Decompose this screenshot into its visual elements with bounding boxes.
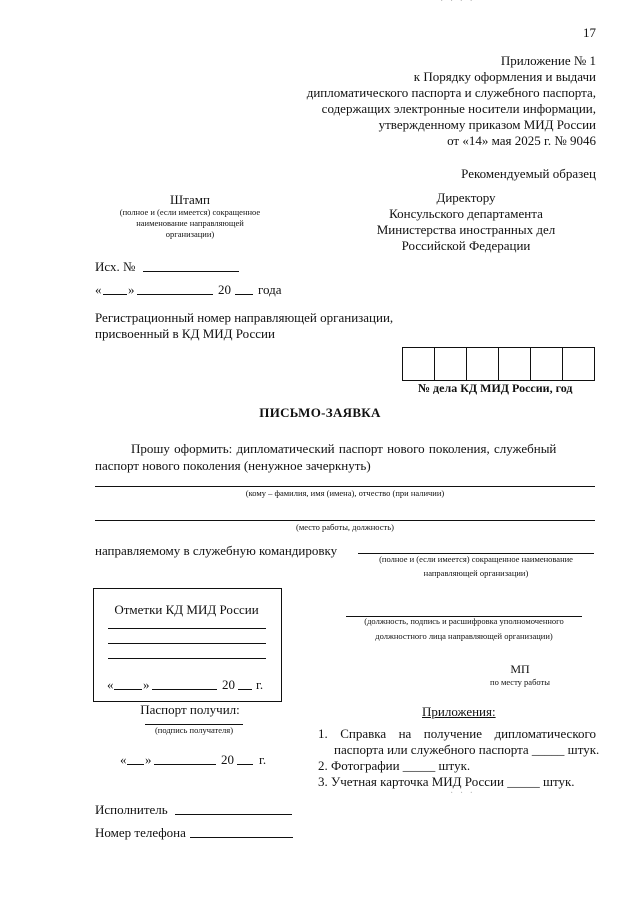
case-number-cell[interactable] [434, 347, 466, 381]
phone-label: Номер телефона [95, 825, 186, 840]
stamp-note-line: наименование направляющей [136, 218, 244, 228]
received-label: Паспорт получил: [140, 702, 240, 717]
scan-artifact: · · · · [440, 0, 475, 7]
received-date-close: » [145, 752, 152, 767]
case-number-cell[interactable] [466, 347, 498, 381]
person-name-field[interactable] [95, 486, 595, 487]
marks-line[interactable] [108, 628, 266, 629]
outgoing-year-prefix: 20 [218, 282, 231, 297]
annex-line: дипломатического паспорта и служебного паспорта, [306, 85, 596, 100]
workplace-field[interactable] [95, 520, 595, 521]
request-line-1: Прошу оформить: дипломатический паспорт нового поколения, служебный [131, 441, 557, 456]
seal-note: по месту работы [490, 677, 550, 687]
attachment-item-1 [318, 726, 596, 742]
reg-number-label [95, 310, 393, 342]
trip-caption-line: (полное и (если имеется) сокращенное наименование [379, 554, 573, 564]
outgoing-date-open: « [95, 282, 102, 297]
addressee-line: Директору [436, 190, 496, 205]
outgoing-date-close: » [128, 282, 135, 297]
signatory-caption-line: должностного лица направляющей организации) [375, 631, 553, 641]
request-line-2: паспорт нового поколения (ненужное зачеркнуть) [95, 458, 371, 473]
stamp-note [90, 207, 290, 240]
received-year-prefix: 20 [221, 752, 234, 767]
received-month-field[interactable] [154, 764, 216, 765]
attachments-title: Приложения: [422, 704, 496, 719]
marks-year-suffix: г. [256, 677, 264, 692]
stamp-title: Штамп [170, 192, 210, 207]
signatory-caption [346, 616, 582, 642]
signatory-caption-line: (должность, подпись и расшифровка уполномоченного [364, 616, 564, 626]
scan-artifact: · · · [450, 788, 475, 799]
marks-box-title: Отметки КД МИД России [114, 602, 259, 617]
document-heading: ПИСЬМО-ЗАЯВКА [259, 405, 381, 420]
executor-field[interactable] [175, 814, 292, 815]
annex-line: утвержденному приказом МИД России [378, 117, 596, 132]
attachment-item-1-cont: паспорта или служебного паспорта _____ штук. [334, 742, 600, 757]
marks-year-field[interactable] [238, 689, 252, 690]
marks-day-field[interactable] [114, 689, 142, 690]
seal-label: МП [510, 662, 530, 676]
executor-label: Исполнитель [95, 802, 168, 817]
stamp-note-line: организации) [165, 229, 215, 239]
case-number-cell[interactable] [562, 347, 595, 381]
received-day-field[interactable] [127, 764, 144, 765]
reg-number-line: Регистрационный номер направляющей организации, [95, 310, 394, 325]
addressee-block [356, 190, 576, 254]
case-number-cell[interactable] [402, 347, 434, 381]
received-year-field[interactable] [237, 764, 253, 765]
case-number-caption: № дела КД МИД России, год [418, 381, 573, 395]
attachment-item-2: 2. Фотографии _____ штук. [318, 758, 471, 773]
reg-number-line: присвоенный в КД МИД России [95, 326, 275, 341]
addressee-line: Российской Федерации [401, 238, 531, 253]
trip-caption-line: направляющей организации) [423, 568, 529, 578]
outgoing-month-field[interactable] [137, 294, 213, 295]
annex-title: Приложение № 1 [500, 53, 596, 68]
attachment-item-3: 3. Учетная карточка МИД России _____ штук. [318, 774, 575, 789]
marks-date-close: » [143, 677, 150, 692]
stamp-note-line: (полное и (если имеется) сокращенное [119, 207, 261, 217]
page-number: 17 [583, 25, 596, 40]
case-number-grid [402, 347, 595, 381]
marks-month-field[interactable] [152, 689, 217, 690]
outgoing-day-field[interactable] [103, 294, 127, 295]
marks-line[interactable] [108, 658, 266, 659]
recipient-signature-caption: (подпись получателя) [154, 725, 234, 735]
outgoing-number-field[interactable] [143, 271, 239, 272]
annex-block [280, 53, 596, 149]
outgoing-label: Исх. № [95, 259, 136, 274]
case-number-cell[interactable] [530, 347, 562, 381]
case-number-cell[interactable] [498, 347, 530, 381]
workplace-caption: (место работы, должность) [296, 522, 394, 532]
annex-line: от «14» мая 2025 г. № 9046 [447, 133, 596, 148]
attachment-text: 1. Справка на получение дипломатического [318, 726, 596, 741]
marks-year-prefix: 20 [222, 677, 235, 692]
phone-field[interactable] [190, 837, 293, 838]
annex-line: к Порядку оформления и выдачи [413, 69, 596, 84]
annex-line: содержащих электронные носители информации, [321, 101, 596, 116]
outgoing-year-field[interactable] [235, 294, 253, 295]
received-year-suffix: г. [259, 752, 267, 767]
trip-caption [358, 554, 594, 579]
received-date-open: « [120, 752, 127, 767]
addressee-line: Консульского департамента [389, 206, 543, 221]
trip-label: направляемому в служебную командировку [95, 543, 338, 558]
recommended-sample: Рекомендуемый образец [461, 166, 596, 181]
addressee-line: Министерства иностранных дел [376, 222, 556, 237]
marks-date-open: « [107, 677, 114, 692]
marks-line[interactable] [108, 643, 266, 644]
person-name-caption: (кому – фамилия, имя (имена), отчество (при наличии) [245, 488, 445, 498]
outgoing-year-suffix: года [258, 282, 282, 297]
